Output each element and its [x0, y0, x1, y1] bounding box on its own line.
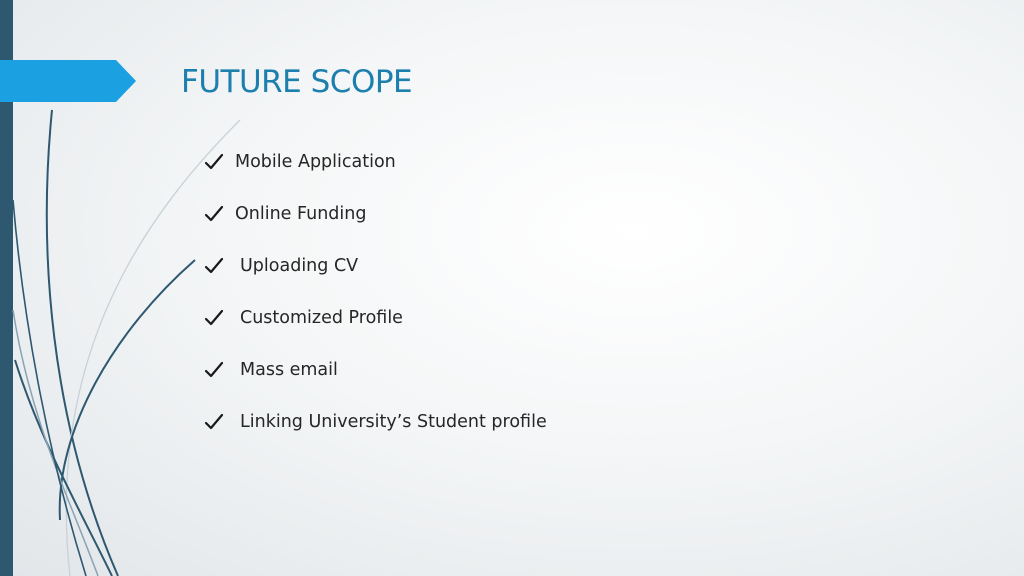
check-icon	[203, 359, 225, 381]
list-item	[203, 148, 547, 200]
check-icon	[203, 151, 225, 173]
list-item	[203, 304, 547, 356]
check-icon	[203, 307, 225, 329]
list-item-label: Customized Profile	[240, 308, 403, 328]
list-item-label: Mass email	[240, 360, 338, 380]
list-item-label: Mobile Application	[235, 152, 396, 172]
list-item	[203, 252, 547, 304]
list-item-label: Online Funding	[235, 204, 367, 224]
check-icon	[203, 255, 225, 277]
list-item-label: Uploading CV	[240, 256, 359, 276]
list-item	[203, 200, 547, 252]
check-icon	[203, 411, 225, 433]
list-item	[203, 408, 547, 460]
slide-title: FUTURE SCOPE	[181, 64, 413, 100]
title-arrow-shape	[0, 60, 140, 102]
feature-list	[203, 148, 547, 460]
list-item-label: Linking University’s Student profile	[240, 412, 547, 432]
check-icon	[203, 203, 225, 225]
list-item	[203, 356, 547, 408]
